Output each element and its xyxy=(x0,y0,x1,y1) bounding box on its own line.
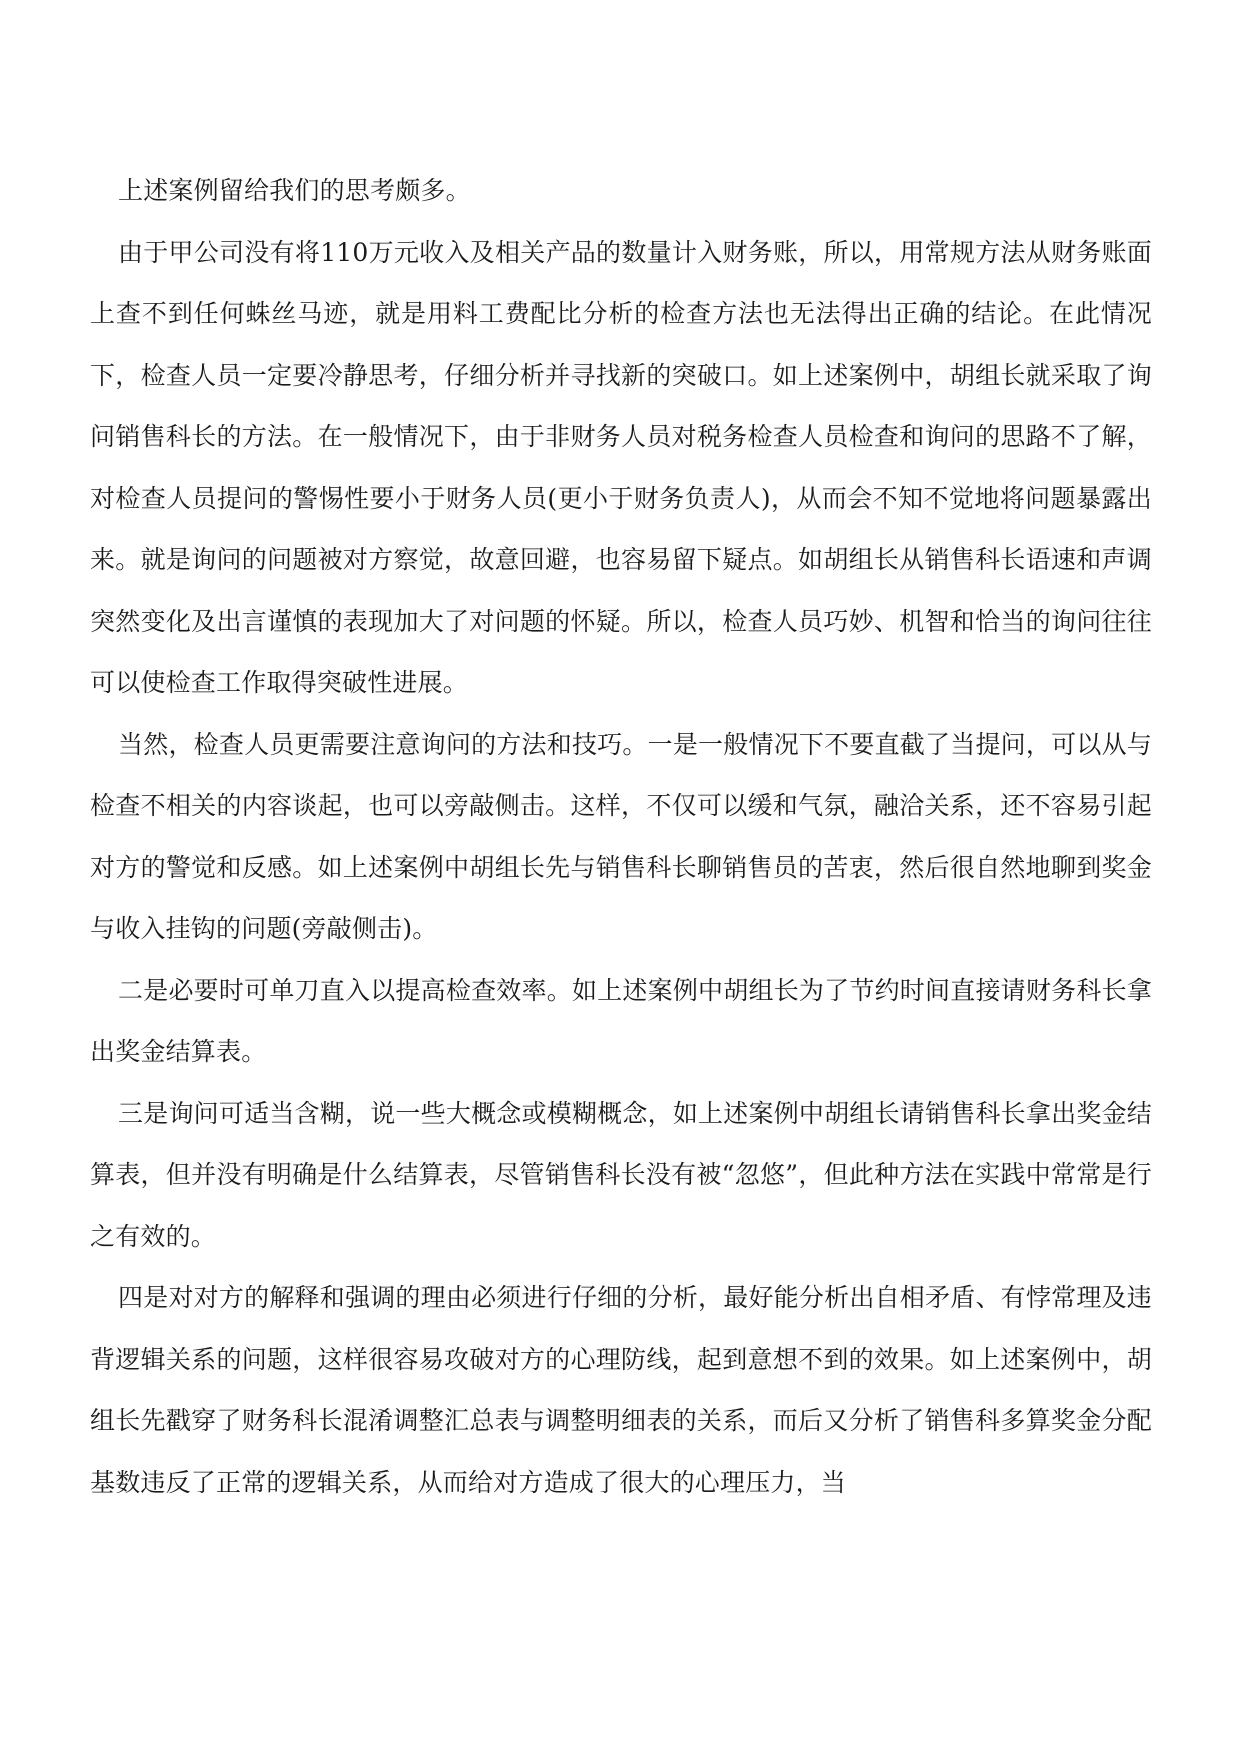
paragraph-5: 三是询问可适当含糊，说一些大概念或模糊概念，如上述案例中胡组长请销售科长拿出奖金结算表，但并没有明确是什么结算表，尽管销售科长没有被“忽悠”，但此种方法在实践中常常是行之有效的。 xyxy=(90,1098,1152,1251)
paragraph-2: 由于甲公司没有将110万元收入及相关产品的数量计入财务账，所以，用常规方法从财务账面上查不到任何蛛丝马迹，就是用料工费配比分析的检查方法也无法得出正确的结论。在此情况下，检查人员一定要冷静思考，仔细分析并寻找新的突破口。如上述案例中，胡组长就采取了询问销售科长的方法。在一般情况下，由于非财务人员对税务检查人员检查和询问的思路不了解，对检查人员提问的警惕性要小于财务人员(更小于财务负责人)，从而会不知不觉地将问题暴露出来。就是询问的问题被对方察觉，故意回避，也容易留下疑点。如胡组长从销售科长语速和声调突然变化及出言谨慎的表现加大了对问题的怀疑。所以，检查人员巧妙、机智和恰当的询问往往可以使检查工作取得突破性进展。 xyxy=(90,237,1152,697)
paragraph-3: 当然，检查人员更需要注意询问的方法和技巧。一是一般情况下不要直截了当提问，可以从与检查不相关的内容谈起，也可以旁敲侧击。这样，不仅可以缓和气氛，融洽关系，还不容易引起对方的警觉和反感。如上述案例中胡组长先与销售科长聊销售员的苦衷，然后很自然地聊到奖金与收入挂钩的问题(旁敲侧击)。 xyxy=(90,729,1152,943)
document-body xyxy=(90,160,1152,1513)
paragraph-6: 四是对对方的解释和强调的理由必须进行仔细的分析，最好能分析出自相矛盾、有悖常理及违背逻辑关系的问题，这样很容易攻破对方的心理防线，起到意想不到的效果。如上述案例中，胡组长先戳穿了财务科长混淆调整汇总表与调整明细表的关系，而后又分析了销售科多算奖金分配基数违反了正常的逻辑关系，从而给对方造成了很大的心理压力，当 xyxy=(90,1283,1152,1497)
paragraph-4: 二是必要时可单刀直入以提高检查效率。如上述案例中胡组长为了节约时间直接请财务科长拿出奖金结算表。 xyxy=(90,975,1152,1066)
paragraph-1: 上述案例留给我们的思考颇多。 xyxy=(118,176,471,205)
